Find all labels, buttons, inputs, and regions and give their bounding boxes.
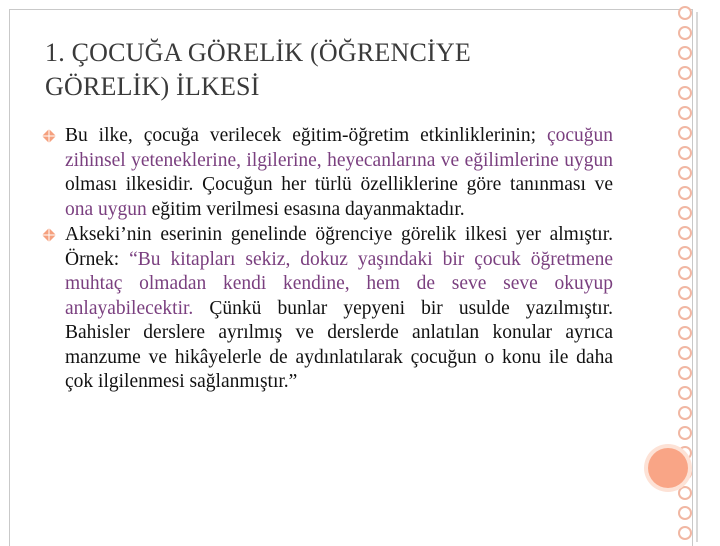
bullet-1-part-4: ona uygun [65, 198, 147, 220]
binder-ring-icon [678, 286, 692, 300]
binder-ring-icon [678, 226, 692, 240]
binder-ring-icon [678, 306, 692, 320]
title-line-1: 1. ÇOCUĞA GÖRELİK (ÖĞRENCİYE [45, 38, 471, 67]
binder-ring-icon [678, 106, 692, 120]
binder-ring-icon [678, 506, 692, 520]
title-line-2: GÖRELİK) İLKESİ [45, 72, 260, 101]
binder-ring-icon [678, 186, 692, 200]
bullet-1-part-2: çocuğun zihinsel yeteneklerine, ilgilerine, heyecanlarına ve eğilimlerine uygun [65, 125, 613, 171]
bullet-2-part-1: Akseki’nin eserinin genelinde öğrenciye görelik ilkesi yer almıştır. Örnek: [65, 224, 613, 270]
binder-ring-icon [678, 266, 692, 280]
binder-ring-icon [678, 26, 692, 40]
binder-ring-icon [678, 526, 692, 540]
binder-ring-icon [678, 386, 692, 400]
binder-ring-icon [678, 46, 692, 60]
circle-dot-icon [648, 448, 688, 488]
bullet-1-text [65, 125, 613, 220]
bullet-1-part-5: eğitim verilmesi esasına dayanmaktadır. [146, 198, 465, 220]
binder-ring-icon [678, 206, 692, 220]
bullet-1-part-3: olması ilkesidir. Çocuğun her türlü özelliklerine göre tanınması ve [65, 174, 613, 195]
binder-ring-icon [678, 66, 692, 80]
diamond-bullet-icon [41, 227, 57, 243]
binder-ring-icon [678, 326, 692, 340]
diamond-bullet-icon [41, 128, 57, 144]
bullet-2-part-3: Çünkü bunlar yepyeni bir usulde yazılmıştır. Bahisler derslere ayrılmış ve derslerde anlatılan konular ayrıca manzume ve hikâyelerle de aydınlatılarak çocuğun o konu ile daha çok ilgilenmesi sağlanmıştır.” [65, 297, 613, 392]
binder-ring-icon [678, 146, 692, 160]
bullet-list [45, 124, 613, 395]
binder-ring-icon [678, 6, 692, 20]
binder-ring-icon [678, 406, 692, 420]
binder-ring-icon [678, 486, 692, 500]
bullet-1-part-1: Bu ilke, çocuğa verilecek eğitim-öğretim etkinliklerinin; [65, 125, 547, 146]
slide-title [45, 36, 635, 104]
binder-ring-icon [678, 366, 692, 380]
bullet-2-text [65, 224, 613, 392]
binder-ring-icon [678, 126, 692, 140]
binder-ring-icon [678, 246, 692, 260]
binder-ring-icon [678, 426, 692, 440]
binder-ring-icon [678, 166, 692, 180]
binder-ring-icon [678, 86, 692, 100]
bullet-2-part-2: “Bu kitapları sekiz, dokuz yaşındaki bir çocuk öğretmene muhtaç olmadan kendi kendine, hem de seve seve okuyup anlayabilecektir. [65, 248, 613, 319]
bullet-item-2 [45, 223, 613, 395]
bullet-item-1 [45, 124, 613, 222]
binder-ring-icon [678, 346, 692, 360]
